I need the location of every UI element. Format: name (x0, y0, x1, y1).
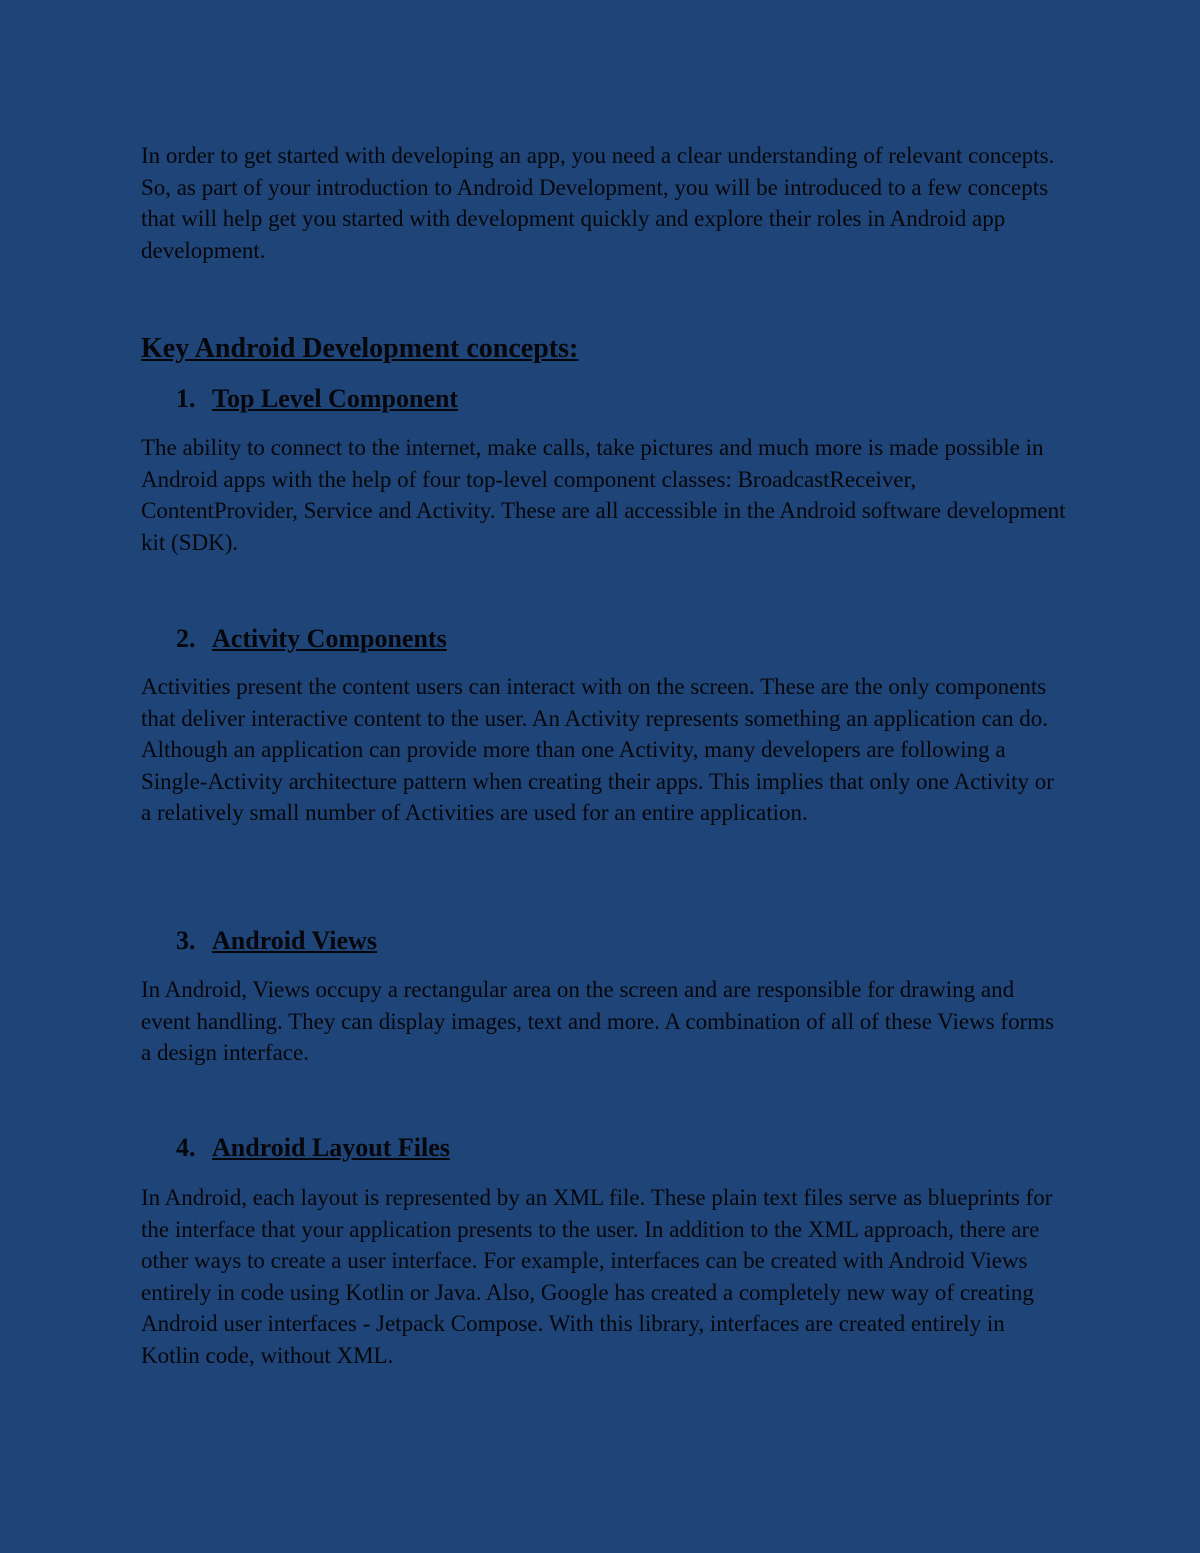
section-number: 2. (176, 624, 196, 653)
section-number: 1. (176, 384, 196, 413)
section-number: 3. (176, 926, 196, 955)
section-body-2: Activities present the content users can interact with on the screen. These are the only components that deliver interactive content to the user. An Activity represents something an application can do. Although an application can provide more than one Activity, many developers are following a Single-Activity architecture pattern when creating their apps. This implies that only one Activity or a relatively small number of Activities are used for an entire application. (141, 674, 1054, 825)
intro-paragraph: In order to get started with developing an app, you need a clear understanding of relevant concepts. So, as part of your introduction to Android Development, you will be introduced to a few concepts that will help get you started with development quickly and explore their roles in Android app development. (141, 143, 1055, 263)
section-heading-1 (176, 383, 458, 415)
section-title: Top Level Component (212, 384, 459, 413)
section-heading-3 (176, 925, 377, 957)
section-title: Activity Components (212, 624, 447, 653)
section-heading-4 (176, 1132, 450, 1164)
section-body-1: The ability to connect to the internet, make calls, take pictures and much more is made possible in Android apps with the help of four top-level component classes: BroadcastReceiver, ContentProvider, Service and Activity. These are all accessible in the Android software development kit (SDK). (141, 435, 1066, 555)
section-title: Android Layout Files (212, 1133, 450, 1162)
section-number: 4. (176, 1133, 196, 1162)
section-heading-2 (176, 623, 447, 655)
section-body-3: In Android, Views occupy a rectangular area on the screen and are responsible for drawing and event handling. They can display images, text and more. A combination of all of these Views forms a design interface. (141, 977, 1055, 1065)
section-title: Android Views (212, 926, 377, 955)
main-heading: Key Android Development concepts: (141, 333, 579, 364)
section-body-4: In Android, each layout is represented by an XML file. These plain text files serve as blueprints for the interface that your application presents to the user. In addition to the XML approach, there are other ways to create a user interface. For example, interfaces can be created with Android Views entirely in code using Kotlin or Java. Also, Google has created a completely new way of creating Android user interfaces - Jetpack Compose. With this library, interfaces are created entirely in Kotlin code, without XML. (141, 1185, 1053, 1368)
